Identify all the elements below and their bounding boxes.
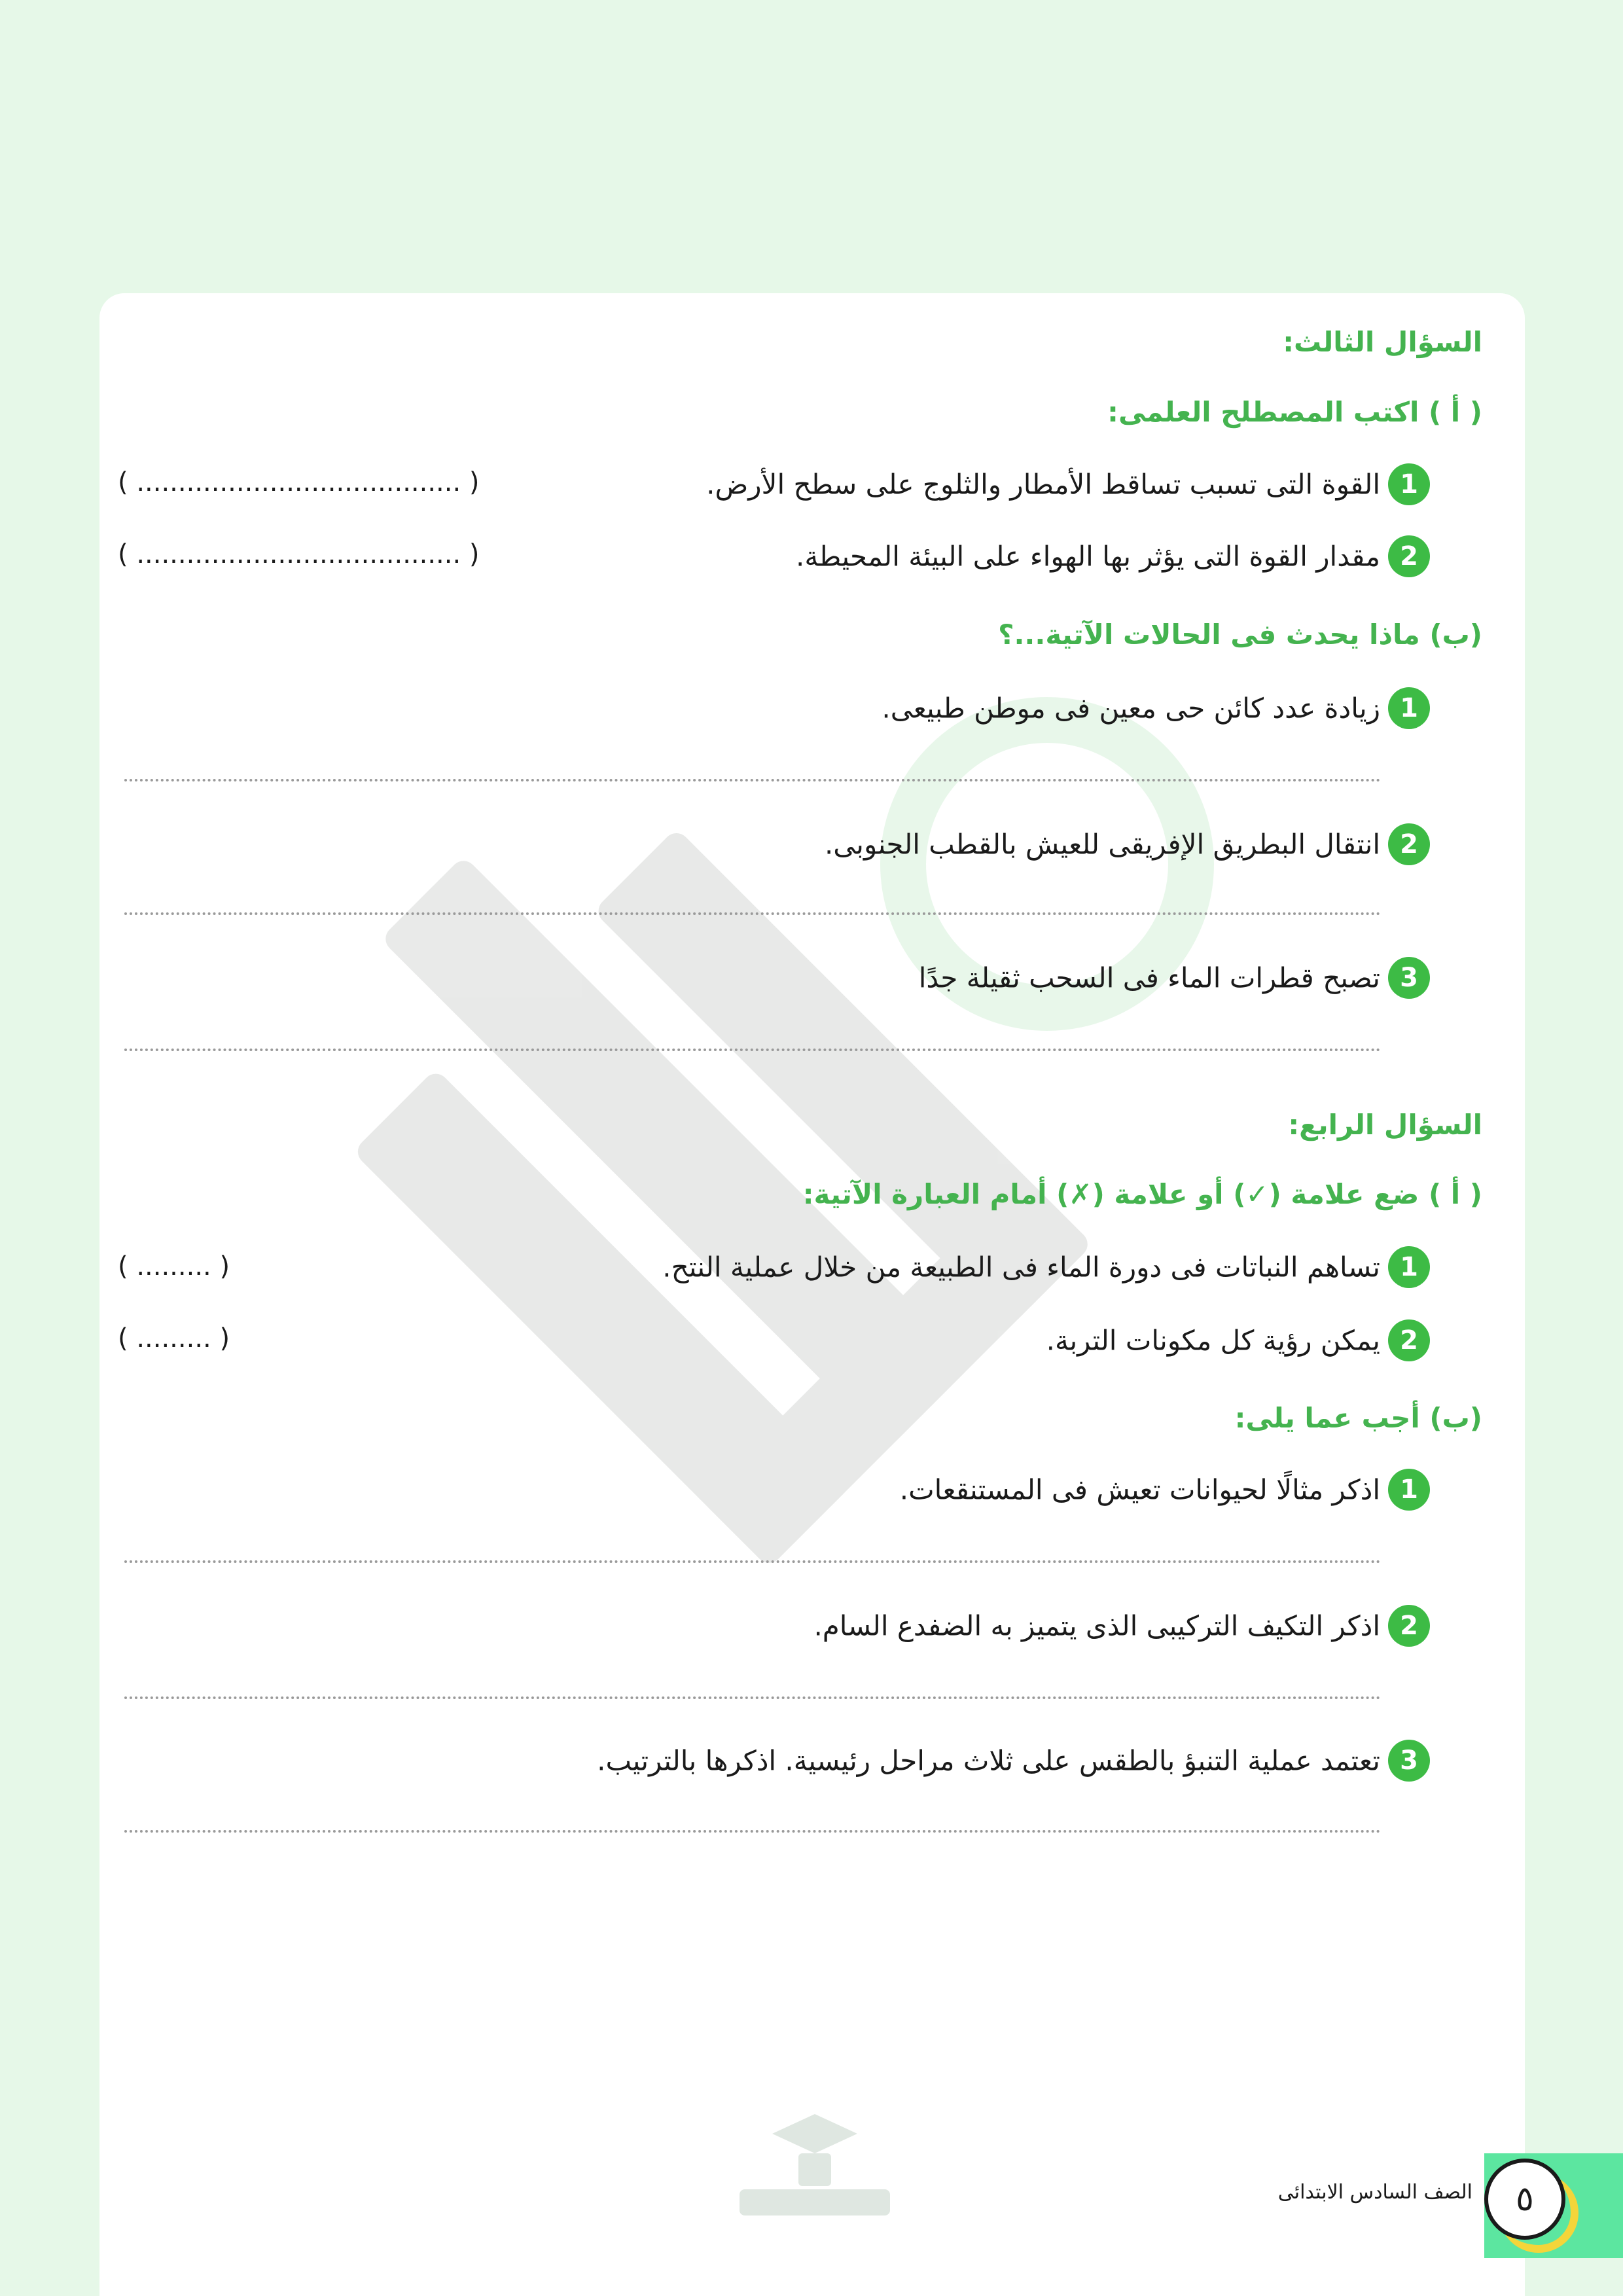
q4-part-a-title: ( أ ) ضع علامة (✓) أو علامة (✗) أمام العبارة الآتية:	[802, 1178, 1482, 1210]
q4-b-item-2-text: اذكر التكيف التركيبى الذى يتميز به الضفدع السام.	[813, 1609, 1380, 1642]
q4-b-item-1-text: اذكر مثالًا لحيوانات تعيش فى المستنقعات.	[899, 1473, 1380, 1506]
q3-part-a-title: ( أ ) اكتب المصطلح العلمى:	[1107, 396, 1482, 428]
q4-a-item-1	[662, 1246, 1430, 1288]
q3-a-item-2	[796, 535, 1430, 577]
q4-a-answer-blank-1[interactable]: ( ......... )	[118, 1251, 230, 1282]
q3-a-item-2-text: مقدار القوة التى يؤثر بها الهواء على البيئة المحيطة.	[796, 540, 1380, 573]
number-badge: 1	[1388, 463, 1430, 505]
worksheet-card	[99, 293, 1525, 2296]
q4-a-answer-blank-2[interactable]: ( ......... )	[118, 1323, 230, 1354]
q3-b-item-2	[825, 823, 1430, 865]
q3-a-item-1-text: القوة التى تسبب تساقط الأمطار والثلوج على سطح الأرض.	[706, 468, 1380, 501]
q4-b-item-2	[813, 1605, 1430, 1647]
q3-a-answer-blank-2[interactable]: ( ....................................... )	[118, 539, 480, 569]
answer-line[interactable]	[124, 1560, 1381, 1563]
q3-a-item-1	[706, 463, 1430, 505]
number-badge: 1	[1388, 687, 1430, 729]
answer-line[interactable]	[124, 912, 1381, 915]
question-4-title: السؤال الرابع:	[1288, 1109, 1482, 1141]
number-badge: 2	[1388, 1605, 1430, 1647]
grade-label: الصف السادس الابتدائى	[1277, 2181, 1472, 2204]
number-badge: 2	[1388, 535, 1430, 577]
q3-part-b-title: (ب) ماذا يحدث فى الحالات الآتية...؟	[998, 619, 1482, 651]
number-badge: 2	[1388, 1319, 1430, 1361]
number-badge: 1	[1388, 1469, 1430, 1511]
q3-b-item-1	[882, 687, 1430, 729]
question-3-title: السؤال الثالث:	[1283, 326, 1482, 358]
q4-a-item-2	[1046, 1319, 1430, 1361]
number-badge: 3	[1388, 957, 1430, 999]
q4-b-item-3	[597, 1740, 1430, 1782]
answer-line[interactable]	[124, 1830, 1381, 1833]
q4-b-item-1	[900, 1469, 1430, 1511]
q3-b-item-1-text: زيادة عدد كائن حى معين فى موطن طبيعى.	[882, 692, 1380, 725]
number-badge: 2	[1388, 823, 1430, 865]
q4-part-b-title: (ب) أجب عما يلى:	[1234, 1402, 1482, 1434]
q3-b-item-3-text: تصبح قطرات الماء فى السحب ثقيلة جدًا	[918, 961, 1380, 994]
publisher-logo-icon	[726, 2108, 903, 2225]
q3-b-item-3	[919, 957, 1430, 999]
q4-a-item-1-text: تساهم النباتات فى دورة الماء فى الطبيعة من خلال عملية النتح.	[662, 1251, 1380, 1283]
answer-line[interactable]	[124, 1049, 1381, 1051]
q3-b-item-2-text: انتقال البطريق الإفريقى للعيش بالقطب الجنوبى.	[824, 828, 1380, 861]
number-badge: 3	[1388, 1740, 1430, 1782]
q4-a-item-2-text: يمكن رؤية كل مكونات التربة.	[1046, 1324, 1380, 1357]
number-badge: 1	[1388, 1246, 1430, 1288]
page-number: ٥	[1484, 2159, 1565, 2240]
answer-line[interactable]	[124, 1696, 1381, 1699]
q3-a-answer-blank-1[interactable]: ( ....................................... )	[118, 467, 480, 497]
q4-b-item-3-text: تعتمد عملية التنبؤ بالطقس على ثلاث مراحل رئيسية. اذكرها بالترتيب.	[597, 1744, 1380, 1777]
answer-line[interactable]	[124, 779, 1381, 781]
